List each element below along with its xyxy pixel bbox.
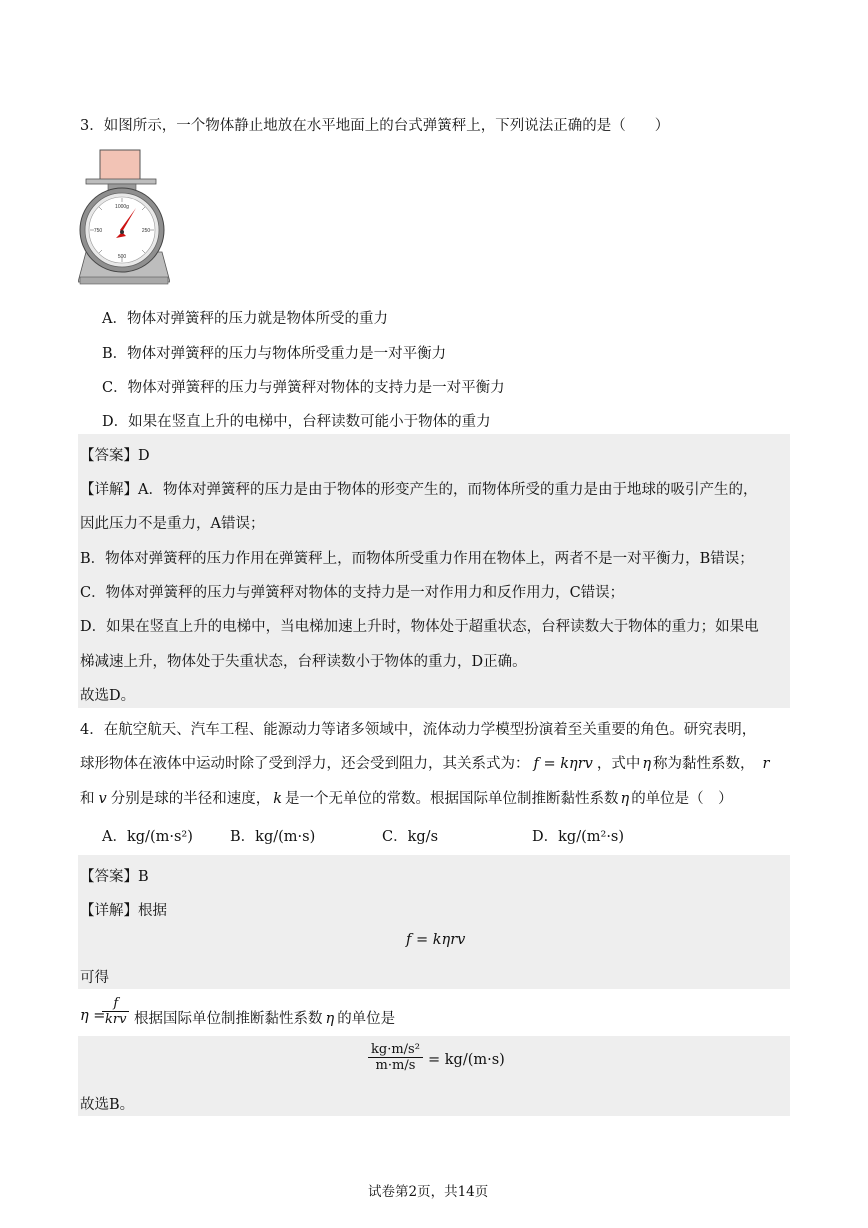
dial-label-bottom: 500 [117,254,127,260]
scale-object-block [100,150,140,180]
q3-answer: 【答案】D [80,448,150,464]
fraction-numerator: f [102,996,129,1012]
q4-kede: 可得 [80,970,109,986]
q4-stem-text: 球形物体在液体中运动时除了受到浮力，还会受到阻力，其关系式为： [80,756,530,772]
q3-detail-line2: 因此压力不是重力，A错误； [80,516,265,532]
q4-answer-block-lower [78,1036,790,1116]
q4-unit-derivation-text [134,1007,395,1028]
eta-symbol: η [642,756,652,772]
q4-stem-line3 [80,787,733,808]
q4-stem-text: 根据国际单位制推断黏性系数 [134,1011,323,1027]
q3-option-b: B．物体对弹簧秤的压力与物体所受重力是一对平衡力 [102,346,447,362]
q4-stem-text: ，式中 [596,756,641,772]
q4-stem-text: 的单位是 [337,1011,396,1027]
q3-detail-line4: C．物体对弹簧秤的压力与弹簧秤对物体的支持力是一对作用力和反作用力，C错误； [80,585,625,601]
dial-label-left: 750 [93,228,103,234]
r-symbol: r [762,756,770,772]
scale-top-plate [86,179,156,184]
k-symbol: k [273,791,282,807]
q4-stem-text: 称为黏性系数， [653,756,755,772]
spring-scale-illustration [78,148,170,286]
q3-detail-line5: D．如果在竖直上升的电梯中，当电梯加速上升时，物体处于超重状态，台秤读数大于物体的重力；如果电 [80,619,759,635]
v-symbol: v [98,791,107,807]
q4-option-a: A．kg/(m·s²) [102,829,193,845]
eta-symbol: η [325,1011,335,1027]
q4-stem-text: 和 [80,791,95,807]
eta-symbol: η [620,791,630,807]
q3-conclusion: 故选D。 [80,688,136,704]
fraction-f-over-krv [102,996,129,1027]
q4-inline-formula: f = kηrv [533,756,593,772]
q3-stem: 3．如图所示，一个物体静止地放在水平地面上的台式弹簧秤上，下列说法正确的是（ ） [80,118,670,134]
q3-option-c: C．物体对弹簧秤的压力与弹簧秤对物体的支持力是一对平衡力 [102,380,505,396]
dial-label-right: 250 [141,228,151,234]
q4-stem-line2 [80,752,769,773]
fraction-denominator: m·m/s [375,1058,416,1073]
q4-option-b: B．kg/(m·s) [230,829,316,845]
q3-option-a: A．物体对弹簧秤的压力就是物体所受的重力 [102,311,388,327]
fraction-denominator: krv [105,1012,127,1027]
fraction-rhs: = kg/(m·s) [428,1052,505,1068]
fraction-unit-derivation [368,1042,423,1073]
eta-equals: η = [80,1008,106,1024]
q4-stem-text: 分别是球的半径和速度， [110,791,271,807]
dial-label-top: 1000g [115,204,129,210]
q4-answer-block [78,855,790,989]
q3-option-d: D．如果在竖直上升的电梯中，台秤读数可能小于物体的重力 [102,414,491,430]
q4-detail-intro: 【详解】根据 [80,903,167,919]
page-footer: 试卷第2页，共14页 [368,1184,489,1200]
q3-detail-line1: 【详解】A．物体对弹簧秤的压力是由于物体的形变产生的，而物体所受的重力是由于地球的吸引产生的， [80,482,758,498]
q4-conclusion: 故选B。 [80,1097,135,1113]
q4-stem-text: 的单位是（ ） [631,791,733,807]
q4-stem-line1: 4．在航空航天、汽车工程、能源动力等诸多领域中，流体动力学模型扮演着至关重要的角色。研究表明， [80,722,757,738]
q4-answer: 【答案】B [80,869,149,885]
q3-detail-line6: 梯减速上升，物体处于失重状态，台秤读数小于物体的重力，D正确。 [80,654,527,670]
q4-stem-text: 是一个无单位的常数。根据国际单位制推断黏性系数 [285,791,619,807]
fraction-numerator: kg·m/s² [368,1042,423,1058]
q3-detail-line3: B．物体对弹簧秤的压力作用在弹簧秤上，而物体所受重力作用在物体上，两者不是一对平衡力，B错误； [80,551,754,567]
q4-option-c: C．kg/s [382,829,439,845]
q4-option-d: D．kg/(m²·s) [532,829,625,845]
q4-center-formula: f = kηrv [406,932,466,948]
